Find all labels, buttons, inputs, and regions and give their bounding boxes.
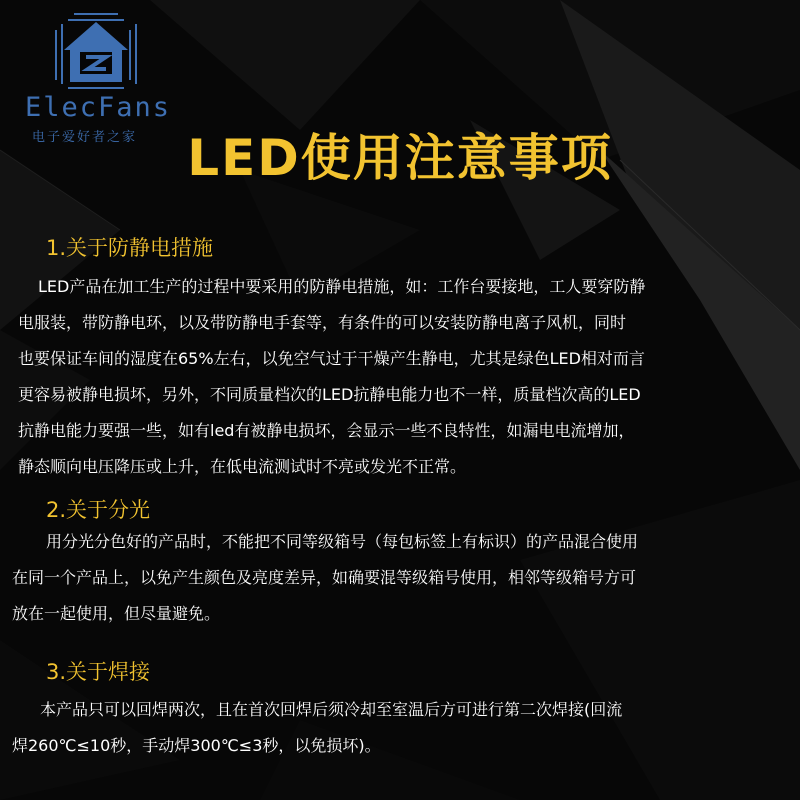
- paragraph-line: 本产品只可以回焊两次，且在首次回焊后须冷却至室温后方可进行第二次焊接(回流: [40, 700, 623, 719]
- section-body-binning: [12, 524, 638, 632]
- section-body-antistatic: [18, 269, 645, 485]
- section-heading-binning: 2.关于分光: [46, 498, 151, 522]
- paragraph-line: LED产品在加工生产的过程中要采用的防静电措施，如：工作台要接地，工人要穿防静: [38, 277, 646, 296]
- paragraph-line: 用分光分色好的产品时，不能把不同等级箱号（每包标签上有标识）的产品混合使用: [46, 532, 639, 551]
- paragraph-line: 静态顺向电压降压或上升，在低电流测试时不亮或发光不正常。: [18, 457, 467, 476]
- paragraph-line: 也要保证车间的湿度在65%左右，以免空气过于干燥产生静电，尤其是绿色LED相对而言: [18, 349, 645, 368]
- section-heading-antistatic: 1.关于防静电措施: [46, 236, 214, 260]
- logo-tagline: 电子爱好者之家: [32, 130, 138, 145]
- logo-wordmark: ElecFans: [24, 92, 172, 123]
- house-chip-logo-icon: [48, 10, 144, 94]
- paragraph-line: 抗静电能力要强一些，如有led有被静电损坏，会显示一些不良特性，如漏电电流增加，: [18, 421, 635, 440]
- paragraph-line: 焊260℃≤10秒，手动焊300℃≤3秒，以免损坏)。: [12, 736, 381, 755]
- paragraph-line: 电服装，带防静电环，以及带防静电手套等，有条件的可以安装防静电离子风机，同时: [18, 313, 627, 332]
- paragraph-line: 放在一起使用，但尽量避免。: [12, 604, 221, 623]
- section-body-soldering: [12, 692, 622, 764]
- section-heading-soldering: 3.关于焊接: [46, 660, 151, 684]
- paragraph-line: 更容易被静电损坏，另外，不同质量档次的LED抗静电能力也不一样，质量档次高的LED: [18, 385, 641, 404]
- paragraph-line: 在同一个产品上，以免产生颜色及亮度差异，如确要混等级箱号使用，相邻等级箱号方可: [12, 568, 637, 587]
- page-title: LED使用注意事项: [187, 129, 613, 187]
